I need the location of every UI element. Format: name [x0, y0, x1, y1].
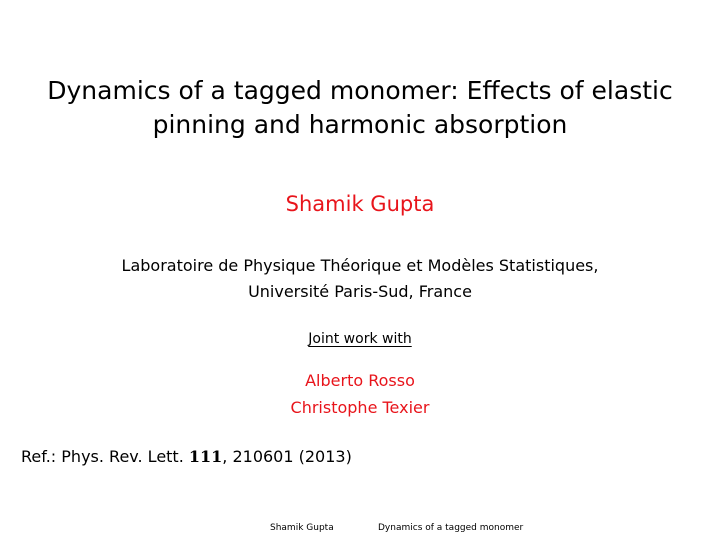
reference-suffix: , 210601 (2013) — [222, 447, 352, 466]
collaborator-list — [0, 367, 720, 421]
collaborator-name: Christophe Texier — [290, 398, 430, 417]
joint-work-heading — [0, 331, 720, 347]
reference-volume: 111 — [188, 447, 223, 466]
slide-title — [0, 74, 720, 142]
footer-author: Shamik Gupta — [270, 523, 334, 533]
reference — [21, 447, 352, 466]
joint-work-label: Joint work with — [308, 331, 412, 347]
collaborator-name: Alberto Rosso — [305, 371, 415, 390]
affiliation — [0, 253, 720, 305]
footer-short-title: Dynamics of a tagged monomer — [378, 523, 524, 533]
affiliation-line-1: Laboratoire de Physique Théorique et Modèles Statistiques, — [121, 256, 599, 275]
affiliation-line-2: Université Paris-Sud, France — [248, 282, 472, 301]
author-name: Shamik Gupta — [285, 192, 435, 216]
slide-title-line-1: Dynamics of a tagged monomer: Effects of elastic — [47, 76, 673, 105]
slide-title-line-2: pinning and harmonic absorption — [152, 110, 568, 139]
reference-prefix: Ref.: Phys. Rev. Lett. — [21, 447, 189, 466]
